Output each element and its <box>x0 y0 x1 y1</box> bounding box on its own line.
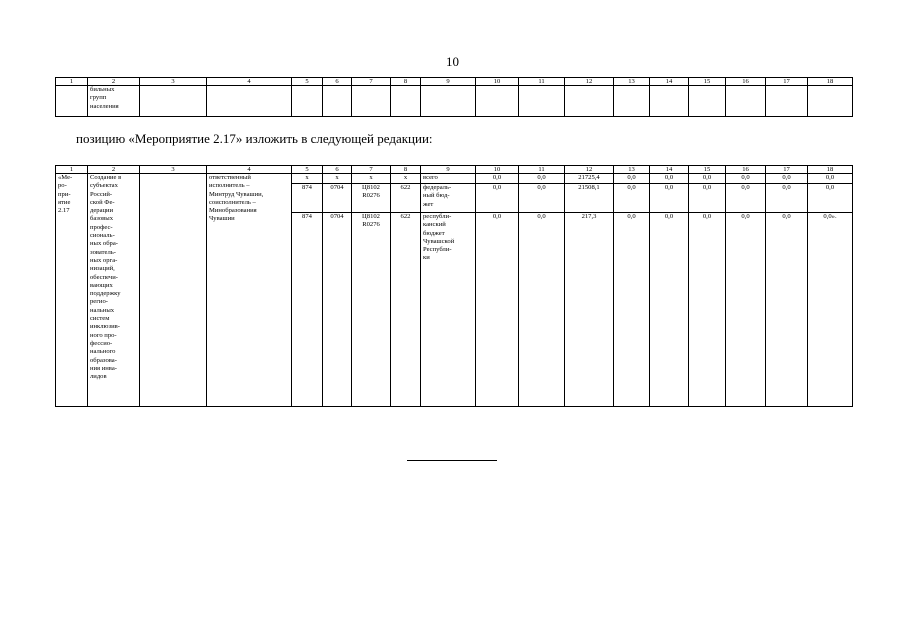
header-row <box>56 78 853 86</box>
cell-c17: 0,0 <box>766 174 808 184</box>
text-line: Минтруд Чувашии, <box>209 190 264 198</box>
text-line: Россий- <box>90 190 113 198</box>
cell-c18: 0,0». <box>808 213 853 407</box>
column-number: 9 <box>421 166 476 174</box>
column-number: 15 <box>689 166 726 174</box>
column-number: 13 <box>614 166 650 174</box>
cell-c16: 0,0 <box>726 184 766 213</box>
page-number: 10 <box>446 54 459 69</box>
text-line: инклюзив- <box>90 323 120 331</box>
cell-c6: 0704 <box>323 184 352 213</box>
cell-c12: 21508,1 <box>565 184 614 213</box>
cell-c10: 0,0 <box>476 184 519 213</box>
column-number: 1 <box>56 78 88 86</box>
cell-c15: 0,0 <box>689 174 726 184</box>
closing-rule <box>407 460 497 461</box>
cell-c10: 0,0 <box>476 174 519 184</box>
column-number: 16 <box>726 166 766 174</box>
text-line: при- <box>58 190 71 198</box>
cell-c6: x <box>323 174 352 184</box>
column-number: 14 <box>650 166 689 174</box>
cell-c17: 0,0 <box>766 184 808 213</box>
text-line: образова- <box>90 356 117 364</box>
text-line: ных обра- <box>90 240 118 248</box>
column-number: 18 <box>808 166 853 174</box>
text-line: населения <box>90 102 119 110</box>
cell-c7: x <box>352 174 391 184</box>
cell-c11: 0,0 <box>519 184 565 213</box>
text-line: Чувашии <box>209 215 235 223</box>
cell-c14: 0,0 <box>650 184 689 213</box>
text-line: исполнитель – <box>209 182 250 190</box>
text-line: Минобразования <box>209 207 257 215</box>
column-number: 15 <box>689 78 726 86</box>
population-groups-cell <box>88 86 140 117</box>
cell-c17: 0,0 <box>766 213 808 407</box>
table-continuation <box>55 77 853 117</box>
cell-c8: 622 <box>391 184 421 213</box>
column-number: 10 <box>476 166 519 174</box>
text-line: ответственный <box>209 174 251 181</box>
column-number: 3 <box>140 78 207 86</box>
column-number: 7 <box>352 78 391 86</box>
column-number: 12 <box>565 78 614 86</box>
column-number: 17 <box>766 78 808 86</box>
column-number: 11 <box>519 166 565 174</box>
text-line: субъектах <box>90 182 118 190</box>
text-line: канский <box>423 221 446 229</box>
cell-c16: 0,0 <box>726 213 766 407</box>
text-line: ской Фе- <box>90 198 115 206</box>
column-number: 4 <box>207 78 292 86</box>
column-number: 10 <box>476 78 519 86</box>
column-number: 13 <box>614 78 650 86</box>
cell-c12: 217,3 <box>565 213 614 407</box>
text-line: дерации <box>90 207 114 215</box>
column-number: 6 <box>323 166 352 174</box>
measure-name-cell <box>88 174 140 407</box>
text-line: жет <box>423 200 434 208</box>
cell-c5: 874 <box>292 184 323 213</box>
text-line: ятие <box>58 198 71 206</box>
column-number: 8 <box>391 166 421 174</box>
column-number: 4 <box>207 166 292 174</box>
column-number: 8 <box>391 78 421 86</box>
text-line: Чувашской <box>423 237 455 245</box>
column-number: 18 <box>808 78 853 86</box>
text-line: R0276 <box>362 192 380 200</box>
column-number: 2 <box>88 78 140 86</box>
cell-c15: 0,0 <box>689 213 726 407</box>
column-number: 5 <box>292 166 323 174</box>
text-line: обеспечи- <box>90 273 118 281</box>
column-number: 3 <box>140 166 207 174</box>
cell-c16: 0,0 <box>726 174 766 184</box>
cell-c13: 0,0 <box>614 174 650 184</box>
cell-c14: 0,0 <box>650 174 689 184</box>
text-line: нальных <box>90 306 115 314</box>
text-line: федераль- <box>423 184 452 191</box>
text-line: ный бюд- <box>423 192 450 200</box>
text-line: базовых <box>90 215 113 223</box>
cell-c18: 0,0 <box>808 174 853 184</box>
column-number: 9 <box>421 78 476 86</box>
executor-cell <box>207 174 292 407</box>
column-number: 5 <box>292 78 323 86</box>
cell-c15: 0,0 <box>689 184 726 213</box>
cell-c9: всего <box>421 174 476 184</box>
measure-id-cell <box>56 174 88 407</box>
table-measure-2-17 <box>55 165 853 407</box>
cell-c6: 0704 <box>323 213 352 407</box>
cell-c8: 622 <box>391 213 421 407</box>
cell-c5: 874 <box>292 213 323 407</box>
text-line: Ц8102 <box>362 213 380 220</box>
cell-c9 <box>421 213 476 407</box>
cell-c8: x <box>391 174 421 184</box>
column-number: 12 <box>565 166 614 174</box>
cell-c14: 0,0 <box>650 213 689 407</box>
cell-c13: 0,0 <box>614 213 650 407</box>
column-number: 17 <box>766 166 808 174</box>
table-row <box>56 86 853 117</box>
cell-c7 <box>352 213 391 407</box>
text-line: 2.17 <box>58 207 70 215</box>
cell-c9 <box>421 184 476 213</box>
text-line: Республи- <box>423 246 452 254</box>
cell-c13: 0,0 <box>614 184 650 213</box>
column-number: 14 <box>650 78 689 86</box>
table-row <box>56 174 853 184</box>
column-number: 16 <box>726 78 766 86</box>
cell-c11: 0,0 <box>519 174 565 184</box>
text-line: ки <box>423 254 430 262</box>
text-line: фессио- <box>90 339 113 347</box>
column-number: 7 <box>352 166 391 174</box>
cell-c5: x <box>292 174 323 184</box>
cell-c7 <box>352 184 391 213</box>
text-line: вающих <box>90 281 113 289</box>
text-line: R0276 <box>362 221 380 229</box>
text-line: ного про- <box>90 331 117 339</box>
text-line: соисполнитель – <box>209 198 256 206</box>
text-line: низаций, <box>90 265 115 273</box>
text-line: республи- <box>423 213 452 220</box>
cell-c18: 0,0 <box>808 184 853 213</box>
text-line: Создание в <box>90 174 122 181</box>
amendment-paragraph: позицию «Мероприятие 2.17» изложить в следующей редакции: <box>76 131 433 146</box>
cell-c10: 0,0 <box>476 213 519 407</box>
text-line: бюджет <box>423 229 445 237</box>
text-line: ных орга- <box>90 256 118 264</box>
text-line: нального <box>90 348 116 356</box>
text-line: зователь- <box>90 248 116 256</box>
header-row <box>56 166 853 174</box>
column-number: 6 <box>323 78 352 86</box>
text-line: профес- <box>90 223 113 231</box>
column-number: 1 <box>56 166 88 174</box>
text-line: поддержку <box>90 290 121 298</box>
column-number: 2 <box>88 166 140 174</box>
text-line: бильных <box>90 86 115 93</box>
text-line: Ц8102 <box>362 184 380 191</box>
text-line: групп <box>90 94 107 102</box>
text-line: сиональ- <box>90 232 115 240</box>
column-number: 11 <box>519 78 565 86</box>
text-line: ро- <box>58 182 67 190</box>
cell-c12: 21725,4 <box>565 174 614 184</box>
text-line: ния инва- <box>90 364 117 372</box>
text-line: лидов <box>90 373 107 381</box>
text-line: «Ме- <box>58 174 73 181</box>
cell-c11: 0,0 <box>519 213 565 407</box>
text-line: систем <box>90 315 110 323</box>
text-line: регио- <box>90 298 108 306</box>
